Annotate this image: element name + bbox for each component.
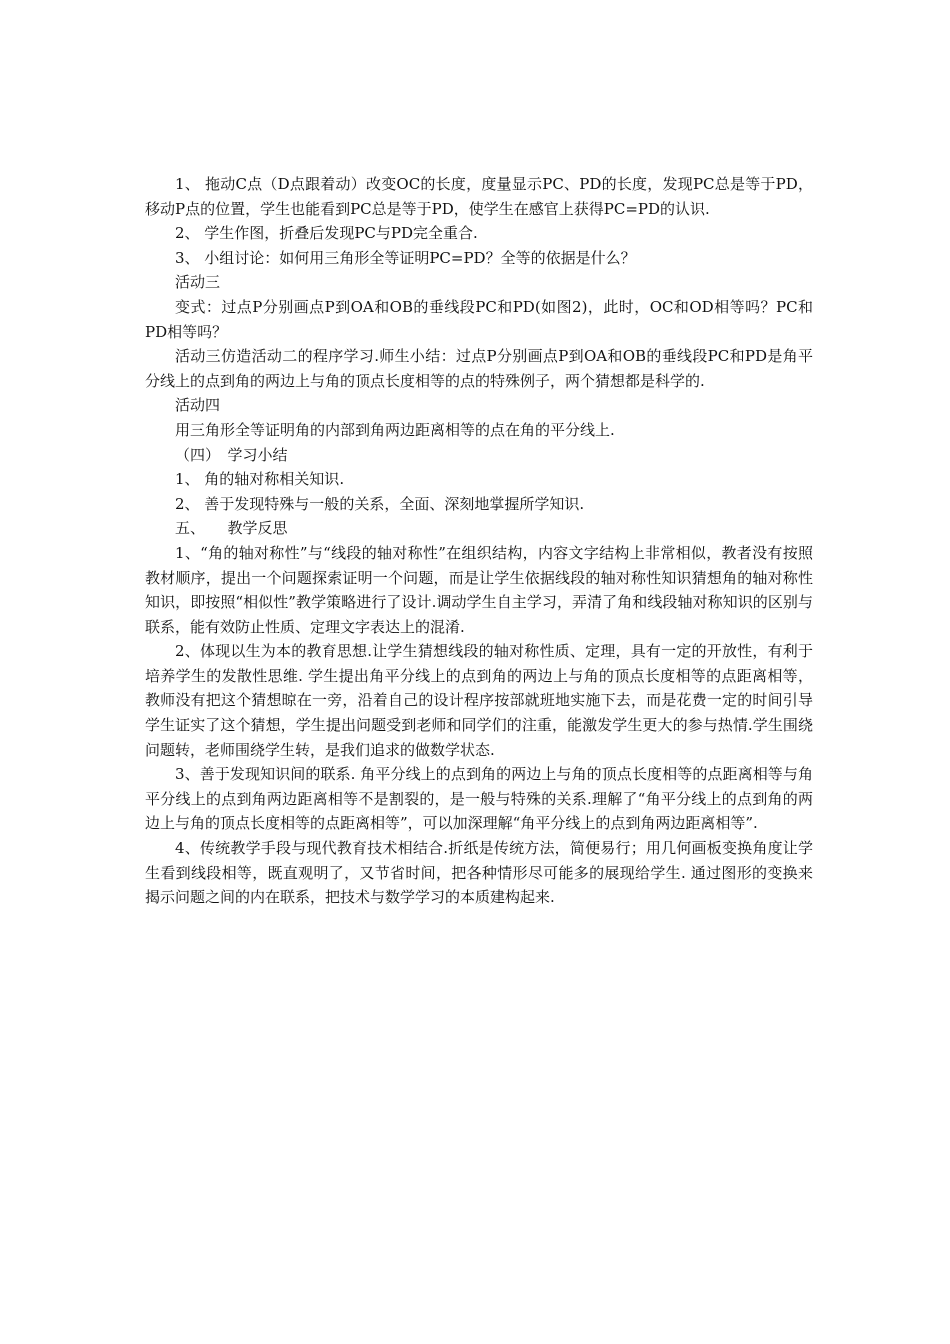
paragraph-reflection-2: 2、体现以生为本的教育思想.让学生猜想线段的轴对称性质、定理，具有一定的开放性，有利于培养学生的发散性思维. 学生提出角平分线上的点到角的两边上与角的顶点长度相等的点距离相等，教师没有把这个猜想晾在一旁，沿着自己的设计程序按部就班地实施下去，而是花费一定的时间引导学生证实了这个猜想，学生提出问题受到老师和同学们的注重，能激发学生更大的参与热情.学生围绕问题转，老师围绕学生转，是我们追求的做数学状态. — [145, 642, 813, 759]
heading-learning-summary: （四） 学习小结 — [175, 445, 288, 464]
paragraph-activity4: 用三角形全等证明角的内部到角两边距离相等的点在角的平分线上. — [175, 420, 615, 439]
document-body — [145, 172, 813, 910]
paragraph-activity2-step1: 1、 拖动C点（D点跟着动）改变OC的长度，度量显示PC、PD的长度，发现PC总是等于PD，移动P点的位置，学生也能看到PC总是等于PD，使学生在感官上获得PC=PD的认识. — [145, 175, 813, 218]
paragraph-summary-item1: 1、 角的轴对称相关知识. — [175, 470, 345, 489]
paragraph-activity3-summary: 活动三仿造活动二的程序学习.师生小结：过点P分别画点P到OA和OB的垂线段PC和PD是角平分线上的点到角的两边上与角的顶点长度相等的点的特殊例子，两个猜想都是科学的. — [145, 347, 813, 390]
paragraph-reflection-4: 4、传统教学手段与现代教育技术相结合.折纸是传统方法，简便易行；用几何画板变换角度让学生看到线段相等，既直观明了，又节省时间，把各种情形尽可能多的展现给学生. 通过图形的变换来揭示问题之间的内在联系，把技术与数学学习的本质建构起来. — [145, 839, 813, 907]
paragraph-summary-item2: 2、 善于发现特殊与一般的关系，全面、深刻地掌握所学知识. — [175, 494, 585, 513]
heading-activity4: 活动四 — [175, 396, 221, 415]
heading-activity3: 活动三 — [175, 273, 221, 292]
heading-teaching-reflection: 五、 教学反思 — [175, 519, 288, 538]
paragraph-activity2-step3: 3、 小组讨论：如何用三角形全等证明PC=PD？全等的依据是什么？ — [175, 248, 636, 267]
paragraph-activity2-step2: 2、 学生作图，折叠后发现PC与PD完全重合. — [175, 224, 478, 243]
paragraph-reflection-3: 3、善于发现知识间的联系. 角平分线上的点到角的两边上与角的顶点长度相等的点距离相等与角平分线上的点到角两边距离相等不是割裂的，是一般与特殊的关系.理解了“角平分线上的点到角的两边上与角的顶点长度相等的点距离相等”，可以加深理解“角平分线上的点到角两边距离相等”. — [145, 765, 813, 833]
paragraph-reflection-1: 1、“角的轴对称性”与“线段的轴对称性”在组织结构，内容文字结构上非常相似，教者没有按照教材顺序，提出一个问题探索证明一个问题，而是让学生依据线段的轴对称性知识猜想角的轴对称性知识，即按照“相似性”教学策略进行了设计.调动学生自主学习，弄清了角和线段轴对称知识的区别与联系，能有效防止性质、定理文字表达上的混淆. — [145, 543, 813, 636]
paragraph-activity3-variant: 变式：过点P分别画点P到OA和OB的垂线段PC和PD(如图2)，此时，OC和OD相等吗？PC和PD相等吗？ — [145, 297, 813, 341]
